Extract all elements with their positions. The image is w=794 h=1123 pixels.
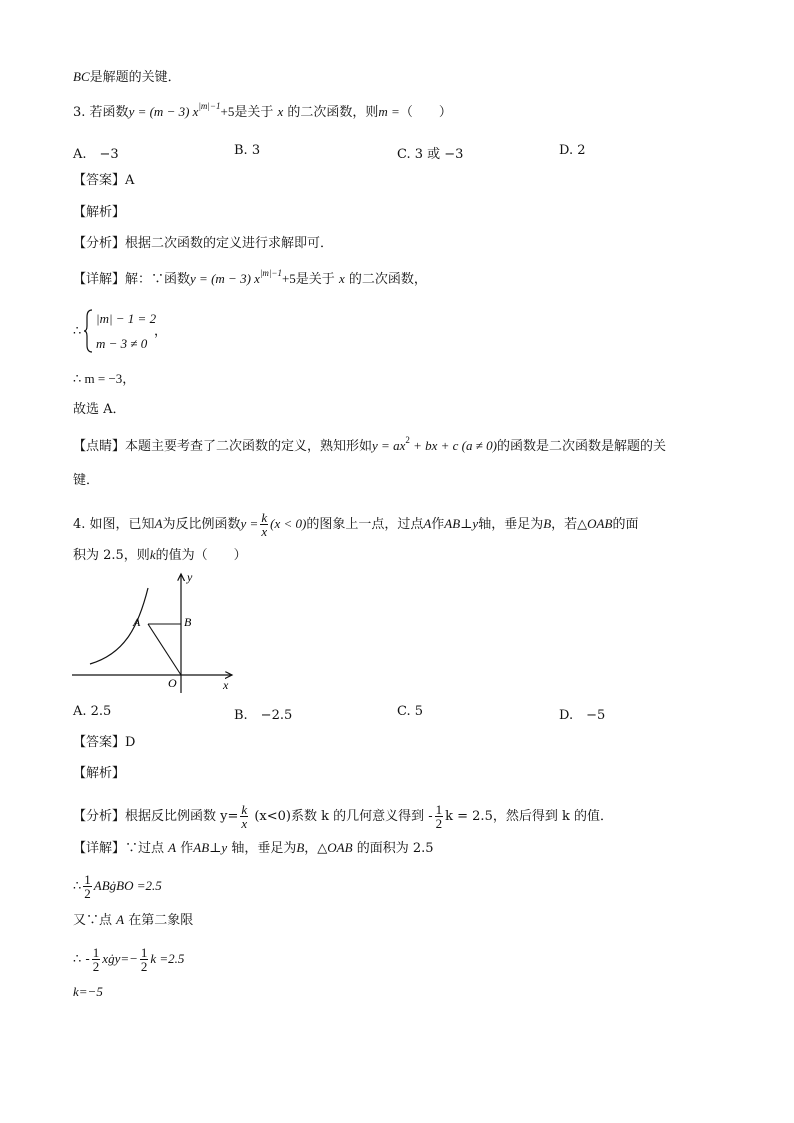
q4-fx-fraction [240, 803, 248, 830]
segment-ao [148, 624, 181, 675]
q3-dj-func: y = ax [372, 438, 406, 453]
q4-frac-k: k [261, 510, 268, 525]
q3-option-c[interactable]: C. 3 或 −3 [397, 147, 464, 162]
point-a-label: A [133, 615, 141, 629]
q4-l2-half [83, 873, 92, 900]
q3-xj-var: x [338, 271, 345, 286]
q3-m-eq: m = [378, 104, 400, 119]
q4-option-a[interactable]: A. 2.5 [73, 704, 112, 719]
q4-fenxi-label: 【分析】 [73, 809, 126, 824]
q4-step2 [73, 873, 162, 900]
q3-xj-c: 的二次函数， [348, 272, 427, 287]
q4-s8: 积为 2.5，则 [73, 548, 150, 563]
q4-option-b[interactable]: B. −2.5 [234, 708, 293, 723]
q4-l4-half [92, 946, 101, 973]
q4-fx-two: 2 [435, 816, 443, 831]
q3-system-eq2: m − 3 ≠ 0 [96, 336, 148, 351]
q4-stem-line2 [73, 547, 247, 564]
x-axis-label: x [223, 678, 229, 692]
q4-s6: ，若△ [551, 517, 588, 532]
q3-plus: +5 [220, 104, 235, 119]
q4-xj1-oab: OAB [327, 840, 353, 855]
q4-number: 4. [73, 517, 86, 532]
q4-l2-therefore: ∴ [73, 879, 82, 894]
q4-s5: 轴，垂足为 [478, 517, 544, 532]
q3-fenxi [73, 236, 333, 252]
q3-analysis-label: 【解析】 [73, 205, 126, 220]
q4-l4-expr: xġy=− [102, 951, 138, 966]
q4-l4-a: ∴ - [73, 952, 90, 967]
q4-l4-one2: 1 [140, 945, 148, 960]
q4-point-a: A [154, 516, 163, 531]
q4-step4 [73, 946, 184, 973]
q3-stem-c: 的二次函数，则 [287, 105, 379, 120]
q4-s4: 作 [431, 517, 445, 532]
q4-l3-a: 又∵点 [73, 913, 113, 928]
q3-dj-a: 本题主要考查了二次函数的定义，熟知形如 [125, 439, 373, 454]
q4-fx-a: 根据反比例函数 y= [125, 809, 239, 824]
q3-option-d[interactable]: D. 2 [559, 143, 586, 158]
q3-xj-function: y = (m − 3) x [190, 271, 260, 286]
q4-l3-b: 在第二象限 [128, 913, 194, 928]
q4-xj1-b: 作 [180, 841, 194, 856]
q4-condition: (x < 0) [270, 516, 307, 531]
q4-l4-two: 2 [92, 959, 100, 974]
q3-therefore: ∴ [73, 324, 82, 339]
q4-s1: 如图，已知 [89, 517, 155, 532]
q4-answer-label: 【答案】 [73, 735, 126, 750]
q4-oab: OAB [587, 516, 613, 531]
point-b-label: B [184, 615, 192, 629]
q4-ab-perp: AB⊥y [444, 516, 479, 531]
q3-xiangjie [73, 268, 427, 288]
q4-final: k=−5 [73, 984, 103, 999]
intro-line [73, 69, 181, 86]
q3-xj-b: 是关于 [295, 272, 335, 287]
q3-brace [84, 309, 94, 353]
q3-dj-c: 键． [73, 473, 100, 488]
q4-xj1-d: ，△ [304, 841, 328, 856]
q3-option-b[interactable]: B. 3 [234, 143, 261, 158]
q4-l2-expr: ABġBO =2.5 [93, 878, 162, 893]
q4-k2: k [149, 547, 156, 562]
q3-exponent: |m|−1 [198, 101, 221, 111]
q4-l2-one: 1 [84, 872, 91, 887]
q4-s3: 的图象上一点，过点 [306, 517, 424, 532]
q3-dj-b: 的函数是二次函数是解题的关 [496, 439, 666, 454]
q4-l4-c: k =2.5 [150, 951, 185, 966]
q3-fenxi-text: 根据二次函数的定义进行求解即可． [125, 236, 334, 251]
q4-stem-line1 [73, 511, 638, 538]
q3-result: ∴ m = −3， [73, 371, 136, 386]
q4-s2: 为反比例函数 [162, 517, 241, 532]
q4-fenxi [73, 803, 613, 830]
q3-stem-b: 是关于 [234, 105, 274, 120]
q4-option-c[interactable]: C. 5 [397, 704, 424, 719]
q3-option-a[interactable]: A. −3 [73, 147, 119, 162]
q4-l2-two: 2 [84, 886, 91, 901]
q4-step3 [73, 912, 193, 929]
q3-system-comma: ， [154, 324, 168, 339]
q4-y-eq: y = [240, 516, 259, 531]
q3-fenxi-label: 【分析】 [73, 236, 126, 251]
q3-xiangjie-label: 【详解】 [73, 272, 126, 287]
q4-xiangjie-label: 【详解】 [73, 841, 126, 856]
q4-xj1: ∵过点 [125, 841, 165, 856]
q3-number: 3. [73, 105, 86, 120]
q4-fx-c: k = 2.5，然后得到 k 的值． [445, 809, 613, 824]
q3-function: y = (m − 3) x [128, 104, 199, 119]
q4-fraction [260, 511, 268, 538]
q4-l4-two2: 2 [140, 959, 148, 974]
q4-s9: 的值为（ ） [155, 548, 247, 563]
q3-dianjing [73, 435, 666, 455]
q4-s7: 的面 [612, 517, 639, 532]
q4-figure [72, 568, 240, 696]
q3-dianjing-label: 【点睛】 [73, 439, 126, 454]
q3-stem [73, 101, 452, 121]
q4-fx-half [435, 803, 444, 830]
q3-paren: （ ） [399, 105, 452, 120]
q4-fx-k: k [241, 802, 248, 817]
q3-system-eq1: |m| − 1 = 2 [96, 311, 157, 326]
q3-choose: 故选 A． [73, 402, 126, 417]
q3-var: x [277, 104, 284, 119]
q3-xj-exponent: |m|−1 [259, 268, 282, 278]
q4-point-b: B [543, 516, 552, 531]
q4-option-d[interactable]: D. −5 [559, 708, 606, 723]
q4-xj1-e: 的面积为 2.5 [356, 841, 434, 856]
q4-xj1-c: 轴，垂足为 [231, 841, 297, 856]
q3-dj-square: 2 [405, 435, 410, 445]
q4-frac-x: x [261, 524, 268, 539]
q4-l3-point: A [116, 912, 125, 927]
q4-answer [73, 735, 135, 751]
q4-l4-one: 1 [92, 945, 100, 960]
q4-fx-one: 1 [435, 802, 443, 817]
bc-label: BC [73, 69, 90, 84]
q4-point-a2: A [423, 516, 432, 531]
q4-answer-value: D [125, 735, 136, 750]
q3-stem-a: 若函数 [89, 105, 129, 120]
q4-fx-x: x [241, 816, 248, 831]
q4-l4-half2 [140, 946, 149, 973]
q4-xj1-bpt: B [296, 840, 305, 855]
q3-answer [73, 173, 134, 189]
q4-xj1-a: A [168, 840, 177, 855]
origin-label: O [168, 676, 177, 690]
q4-xiangjie [73, 840, 434, 857]
q4-xj1-ab: AB⊥y [193, 840, 228, 855]
q4-analysis-label: 【解析】 [73, 766, 126, 781]
q3-xj-a: 解：∵函数 [125, 272, 191, 287]
q3-answer-value: A [125, 173, 135, 188]
q3-xj-plus: +5 [281, 271, 296, 286]
q4-fx-b: (x<0)系数 k 的几何意义得到 - [254, 809, 433, 824]
intro-text: 是解题的关键． [89, 70, 181, 85]
q3-dj-func2: + bx + c (a ≠ 0) [409, 438, 497, 453]
y-axis-label: y [187, 570, 193, 584]
q3-answer-label: 【答案】 [73, 173, 126, 188]
